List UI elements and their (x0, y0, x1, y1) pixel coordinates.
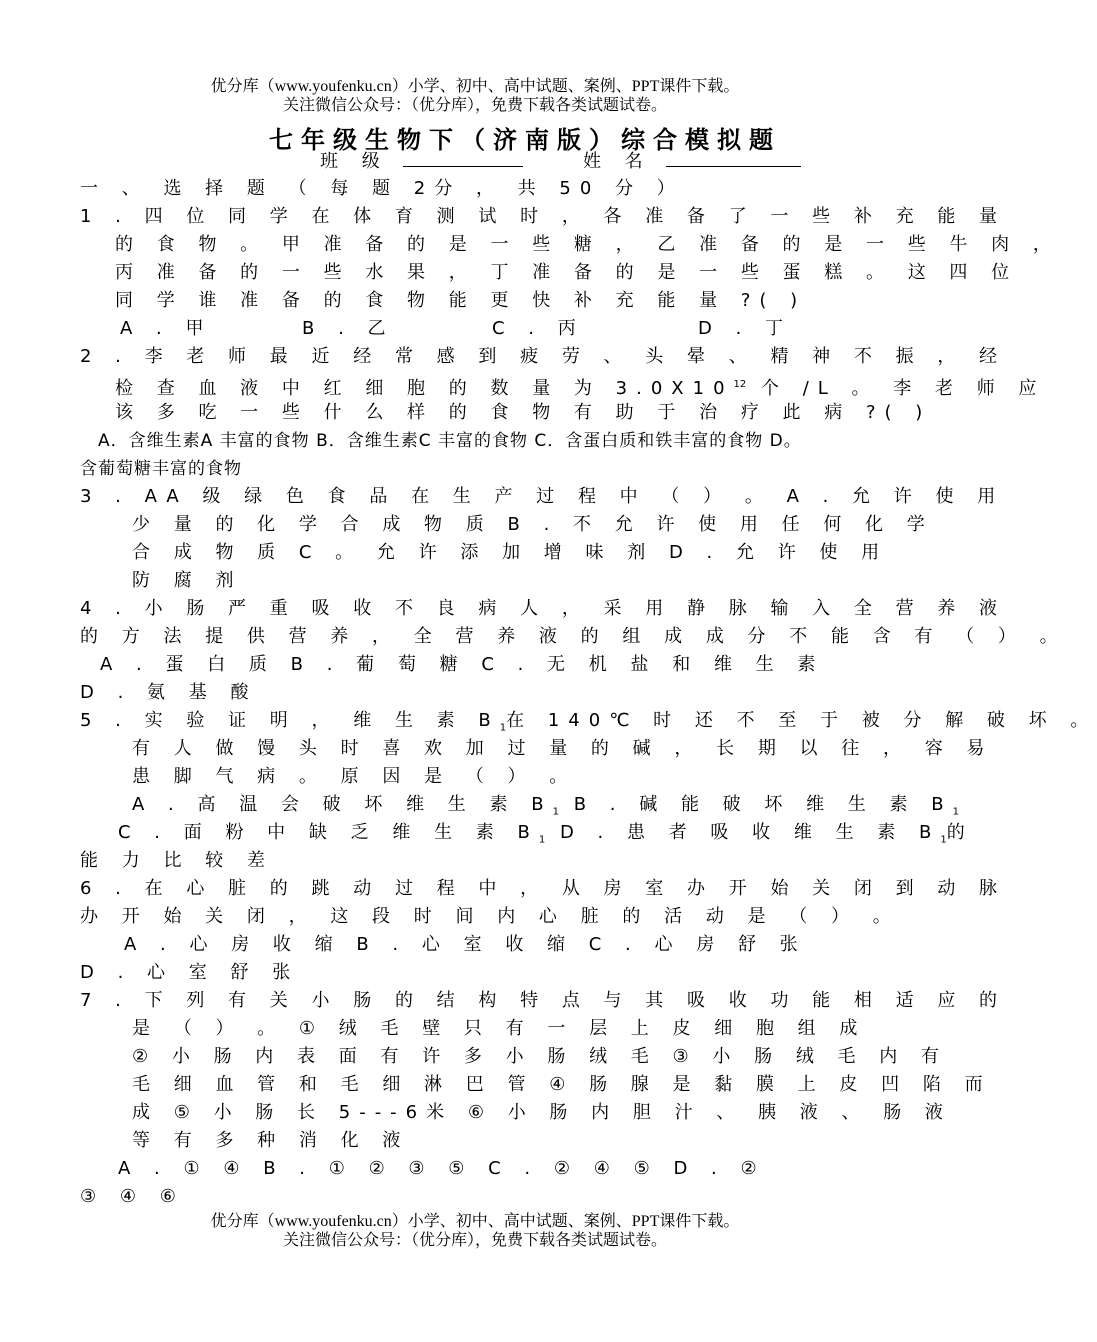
q5-line: 有 人 做 馒 头 时 喜 欢 加 过 量 的 碱 ， 长 期 以 往 ， 容 易 (132, 738, 994, 759)
q5-options-cd: C . 面 粉 中 缺 乏 维 生 素 $B_1$ D . 患 者 吸 收 维 生 素 $B_1$的 (118, 822, 974, 846)
q1-option-c: C . 丙 (492, 318, 585, 339)
page-title: 七年级生物下（济南版）综合模拟题 (269, 126, 781, 154)
q7-options-cont: ③ ④ ⑥ (80, 1186, 185, 1207)
name-label: 姓 名 (582, 151, 652, 172)
header-line-1: 优分库（www.youfenku.cn）小学、初中、高中试题、案例、PPT课件下载。 (210, 78, 740, 95)
q6-options: A . 心 房 收 缩 B . 心 室 收 缩 C . 心 房 舒 张 (124, 934, 807, 955)
q2-line: 2 . 李 老 师 最 近 经 常 感 到 疲 劳 、 头 晕 、 精 神 不 振 ， 经 (80, 346, 1007, 367)
q4-line: 4 . 小 肠 严 重 吸 收 不 良 病 人 ， 采 用 静 脉 输 入 全 营 养 液 (80, 598, 1007, 619)
q6-line: 6 . 在 心 脏 的 跳 动 过 程 中 ， 从 房 室 办 开 始 关 闭 到 动 脉 (80, 878, 1007, 899)
q7-line: 7 . 下 列 有 关 小 肠 的 结 构 特 点 与 其 吸 收 功 能 相 适 应 的 (80, 990, 1007, 1011)
q5-options-cont: 能 力 比 较 差 (80, 850, 274, 871)
q1-option-d: D . 丁 (698, 318, 793, 339)
q6-option-d: D . 心 室 舒 张 (80, 962, 300, 983)
q1-line: 1 . 四 位 同 学 在 体 育 测 试 时 ， 各 准 备 了 一 些 补 充 能 量 (80, 206, 1007, 227)
q1-option-b: B . 乙 (302, 318, 395, 339)
q1-line: 同 学 谁 准 备 的 食 物 能 更 快 补 充 能 量 ?( ) (115, 290, 807, 311)
q2-line: 检 查 血 液 中 红 细 胞 的 数 量 为 $3.0X10^{12}$ 个 /L 。 李 老 师 应 (115, 378, 1046, 399)
q3-line: 防 腐 剂 (132, 570, 243, 591)
q4-option-d: D . 氨 基 酸 (80, 682, 258, 703)
class-label: 班 级 (320, 151, 389, 172)
class-blank (403, 150, 523, 167)
q7-line: 是 （ ） 。 ① 绒 毛 壁 只 有 一 层 上 皮 细 胞 组 成 (132, 1018, 867, 1039)
q5-line: 患 脚 气 病 。 原 因 是 （ ） 。 (132, 766, 577, 787)
q3-line: 3 . AA 级 绿 色 食 品 在 生 产 过 程 中 （ ） 。 A . 允 许 使 用 (80, 486, 1005, 507)
q7-line: 等 有 多 种 消 化 液 (132, 1130, 410, 1151)
footer-line-2: 关注微信公众号：（优分库），免费下载各类试题试卷。 (282, 1232, 667, 1249)
q2-options-cont: 含葡萄糖丰富的食物 (80, 459, 242, 479)
q2-options: A．含维生素A 丰富的食物 B．含维生素C 丰富的食物 C．含蛋白质和铁丰富的食物 D。 (98, 431, 802, 451)
q4-options: A . 蛋 白 质 B . 葡 萄 糖 C . 无 机 盐 和 维 生 素 (100, 654, 825, 675)
name-blank (666, 150, 801, 167)
footer-line-1: 优分库（www.youfenku.cn）小学、初中、高中试题、案例、PPT课件下载。 (210, 1213, 740, 1230)
section-heading: 一 、 选 择 题 （ 每 题 2分 ， 共 50 分 ） (80, 178, 684, 199)
q7-options: A . ① ④ B . ① ② ③ ⑤ C . ② ④ ⑤ D . ② (118, 1158, 766, 1179)
q3-line: 合 成 物 质 C 。 允 许 添 加 增 味 剂 D . 允 许 使 用 (132, 542, 889, 563)
q3-line: 少 量 的 化 学 合 成 物 质 B . 不 允 许 使 用 任 何 化 学 (132, 514, 934, 535)
q7-line: 毛 细 血 管 和 毛 细 淋 巴 管 ④ 肠 腺 是 黏 膜 上 皮 凹 陷 而 (132, 1074, 992, 1095)
header-line-2: 关注微信公众号：（优分库），免费下载各类试题试卷。 (282, 97, 667, 114)
q1-line: 的 食 物 。 甲 准 备 的 是 一 些 糖 ， 乙 准 备 的 是 一 些 牛 肉 ， (115, 234, 1060, 255)
q2-line: 该 多 吃 一 些 什 么 样 的 食 物 有 助 于 治 疗 此 病 ?( ) (115, 402, 932, 423)
q5-options-ab: A . 高 温 会 破 坏 维 生 素 $B_1$ B . 碱 能 破 坏 维 生 素 $B_1$ (132, 794, 959, 818)
q1-line: 丙 准 备 的 一 些 水 果 ， 丁 准 备 的 是 一 些 蛋 糕 。 这 四 位 (115, 262, 1019, 283)
q7-line: ② 小 肠 内 表 面 有 许 多 小 肠 绒 毛 ③ 小 肠 绒 毛 内 有 (132, 1046, 948, 1067)
info-line (320, 150, 801, 173)
q4-line: 的 方 法 提 供 营 养 ， 全 营 养 液 的 组 成 成 分 不 能 含 有 （ ） 。 (80, 626, 1067, 647)
q5-line: 5 . 实 验 证 明 ， 维 生 素 $B_1$在 140℃ 时 还 不 至 于 被 分 解 破 坏 。 (80, 710, 1097, 734)
q7-line: 成 ⑤ 小 肠 长 5---6米 ⑥ 小 肠 内 胆 汁 、 胰 液 、 肠 液 (132, 1102, 952, 1123)
q1-option-a: A . 甲 (120, 318, 213, 339)
q6-line: 办 开 始 关 闭 ， 这 段 时 间 内 心 脏 的 活 动 是 （ ） 。 (80, 906, 900, 927)
